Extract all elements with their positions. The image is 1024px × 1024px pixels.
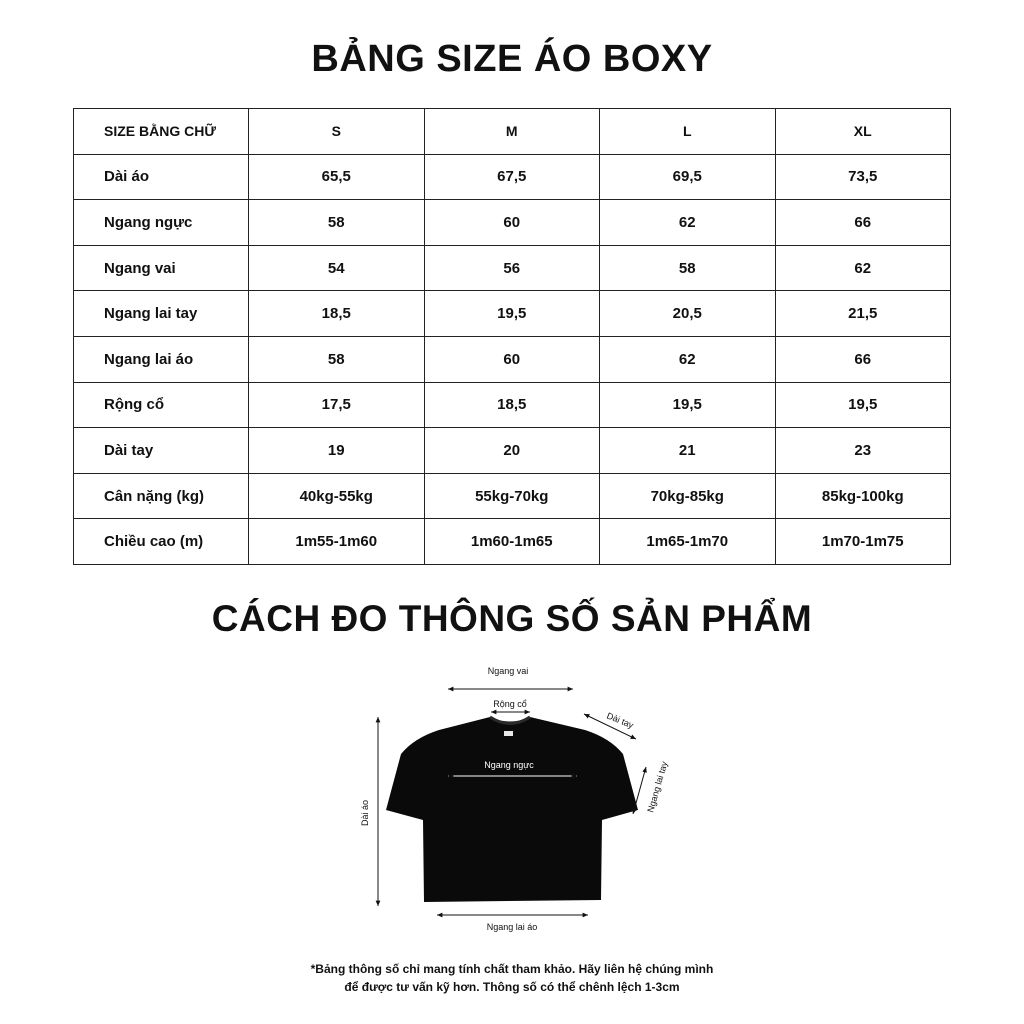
table-row xyxy=(74,428,951,474)
row-label: Dài áo xyxy=(74,154,249,200)
cell-value: 58 xyxy=(249,336,425,382)
cell-value: 40kg-55kg xyxy=(249,473,425,519)
cell-value: 18,5 xyxy=(249,291,425,337)
cell-value: 19,5 xyxy=(600,382,776,428)
table-row xyxy=(74,473,951,519)
shirt-tag-icon xyxy=(504,731,513,736)
cell-value: 56 xyxy=(424,245,600,291)
cell-value: 67,5 xyxy=(424,154,600,200)
cell-value: 65,5 xyxy=(249,154,425,200)
table-row xyxy=(74,336,951,382)
table-header-row xyxy=(74,109,951,155)
cell-value: 60 xyxy=(424,336,600,382)
header-size-xl: XL xyxy=(775,109,951,155)
cell-value: 1m55-1m60 xyxy=(249,519,425,565)
cell-value: 58 xyxy=(249,200,425,246)
cell-value: 18,5 xyxy=(424,382,600,428)
cell-value: 62 xyxy=(775,245,951,291)
row-label: Ngang lai tay xyxy=(74,291,249,337)
cell-value: 19 xyxy=(249,428,425,474)
cell-value: 17,5 xyxy=(249,382,425,428)
header-size-m: M xyxy=(424,109,600,155)
cell-value: 62 xyxy=(600,336,776,382)
disclaimer-note xyxy=(0,960,1024,996)
row-label: Rộng cổ xyxy=(74,382,249,428)
label-ngang-lai-ao: Ngang lai áo xyxy=(486,922,538,932)
label-ngang-vai: Ngang vai xyxy=(487,666,529,676)
cell-value: 19,5 xyxy=(424,291,600,337)
cell-value: 1m70-1m75 xyxy=(775,519,951,565)
cell-value: 66 xyxy=(775,200,951,246)
measure-guide-title: CÁCH ĐO THÔNG SỐ SẢN PHẨM xyxy=(211,598,813,639)
cell-value: 21 xyxy=(600,428,776,474)
cell-value: 60 xyxy=(424,200,600,246)
cell-value: 85kg-100kg xyxy=(775,473,951,519)
label-ngang-nguc: Ngang ngực xyxy=(484,760,534,770)
table-row xyxy=(74,291,951,337)
shirt-measurement-diagram xyxy=(340,660,680,940)
row-label: Cân nặng (kg) xyxy=(74,473,249,519)
row-label: Ngang ngực xyxy=(74,200,249,246)
table-row xyxy=(74,519,951,565)
cell-value: 1m65-1m70 xyxy=(600,519,776,565)
cell-value: 20,5 xyxy=(600,291,776,337)
header-size-label: SIZE BẰNG CHỮ xyxy=(74,109,249,155)
cell-value: 19,5 xyxy=(775,382,951,428)
label-rong-co: Rộng cổ xyxy=(493,699,527,709)
table-row xyxy=(74,382,951,428)
cell-value: 55kg-70kg xyxy=(424,473,600,519)
tshirt-icon xyxy=(386,717,638,902)
cell-value: 70kg-85kg xyxy=(600,473,776,519)
row-label: Ngang lai áo xyxy=(74,336,249,382)
size-table xyxy=(73,108,951,565)
note-line-1: *Bảng thông số chỉ mang tính chất tham khảo. Hãy liên hệ chúng mình xyxy=(310,962,714,976)
row-label: Chiều cao (m) xyxy=(74,519,249,565)
arrow-ngang-lai-tay xyxy=(633,767,646,814)
cell-value: 54 xyxy=(249,245,425,291)
cell-value: 62 xyxy=(600,200,776,246)
header-size-s: S xyxy=(249,109,425,155)
row-label: Dài tay xyxy=(74,428,249,474)
cell-value: 69,5 xyxy=(600,154,776,200)
row-label: Ngang vai xyxy=(74,245,249,291)
cell-value: 23 xyxy=(775,428,951,474)
note-line-2: để được tư vấn kỹ hơn. Thông số có thể chênh lệch 1-3cm xyxy=(344,980,680,994)
table-row xyxy=(74,245,951,291)
label-dai-ao: Dài áo xyxy=(360,799,370,827)
table-row xyxy=(74,200,951,246)
size-chart-title: BẢNG SIZE ÁO BOXY xyxy=(311,38,713,80)
cell-value: 58 xyxy=(600,245,776,291)
cell-value: 20 xyxy=(424,428,600,474)
label-ngang-lai-tay: Ngang lai tay xyxy=(645,760,670,814)
header-size-l: L xyxy=(600,109,776,155)
label-dai-tay: Dài tay xyxy=(605,710,635,731)
cell-value: 1m60-1m65 xyxy=(424,519,600,565)
cell-value: 21,5 xyxy=(775,291,951,337)
cell-value: 73,5 xyxy=(775,154,951,200)
cell-value: 66 xyxy=(775,336,951,382)
table-row xyxy=(74,154,951,200)
